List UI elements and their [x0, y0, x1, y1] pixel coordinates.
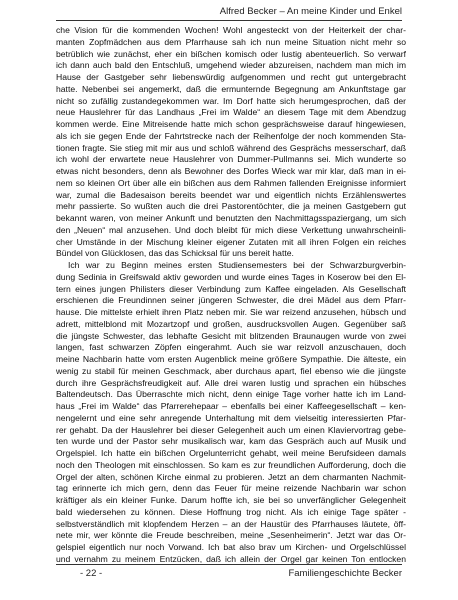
text-line: manten Zopfmädchen aus dem Pfarrhause sah ich nun meine Situation nicht mehr so: [56, 36, 406, 47]
text-line: hause. Die mittelste erhielt ihren Platz neben mir. Sie war reizend anzusehen, hübsch und: [56, 307, 406, 317]
text-line: adrett, mittelblond mit Mozartzopf und großen, ausdrucksvollen Augen. Gegenüber saß: [56, 318, 406, 329]
text-line: nem so kleinen Ort über alle ein bißchen aus dem Rahmen fallenden Ereignisse informiert: [56, 177, 406, 188]
text-line: nicht so zufällig zustandegekommen war. Im Dorf hatte sich herumgesprochen, daß der: [56, 95, 406, 106]
text-line: tern eines jungen Philisters dieser Verbindung zum Kaffee eingeladen. Als Gesellschaft: [56, 283, 406, 294]
text-line: selbstverständlich mit klopfendem Herzen – an der Haustür des Pfarrhauses läutete, öff-: [56, 518, 406, 529]
text-line: che Vision für die kommenden Wochen! Wohl angesteckt von der Heiterkeit der char-: [56, 25, 406, 35]
text-line: als ich sie gegen Ende der Fahrtstrecke nach der Reihenfolge der noch kommenden Sta-: [56, 130, 406, 141]
text-line: Baltendeutsch. Das Überraschte mich nicht, denn einige Tage vorher hatte ich im Land-: [56, 389, 406, 400]
text-line: die jüngste Schwester, das lebhafte Gesicht mit blitzenden Braunaugen wurde von zwei: [56, 330, 406, 341]
text-line: und vernahm zu meinem Entzücken, daß ich allein der Orgel gar keinen Ton entlocken: [56, 553, 406, 564]
text-line: bald wiedersehen zu können. Diese Hoffnung trog nicht. Als ich einige Tage später -: [56, 506, 406, 517]
text-line: rer gehabt. Da der Hauslehrer bei dieser Gelegenheit auch um einen Klaviervortrag gebe-: [56, 424, 406, 435]
text-line: neue Hauslehrer für das Landhaus „Frei im Walde“ an diesem Tage mit dem Abendzug: [56, 107, 406, 118]
page-number: - 22 -: [80, 568, 103, 579]
text-line: betrüblich wie zunächst, eher ein bißchen komisch oder lustig abenteuerlich. So verwarf: [56, 48, 406, 59]
text-line: Ich war zu Beginn meines ersten Studiensemesters bei der Schwarzburgverbin-: [68, 260, 406, 270]
text-line: meine Nachbarin hatte vom ersten Augenblick meine größere Sympathie. Die älteste, ein: [56, 354, 406, 364]
text-line: nengelernt und eine sehr anregende Unterhaltung mit dem vielseitig interessierten Pfar-: [56, 412, 406, 423]
text-line: noch den Theologen mit einschlossen. So kam es zur freundlichen Aufforderung, doch die: [56, 459, 406, 470]
text-line: Orgelspiel. Ich hatte ein bißchen Orgelunterricht gehabt, weil meine Berufsideen damals: [56, 448, 406, 458]
text-line: den „Neuen“ mal anzusehen. Und doch bleibt für mich diese Verkettung unwahrscheinli-: [56, 224, 406, 235]
text-line: ich dann auch bald den Entschluß, umgehend wieder abzureisen, nachdem man mich im: [56, 60, 406, 71]
text-line: durch ihre Gesprächsfreudigkeit auf. Alle drei waren lustig und sprachen ein hübsches: [56, 377, 406, 388]
text-line: langen, fast schwarzen Zöpfen eingerahmt. Auch sie war reizvoll anzuschauen, doch: [56, 342, 406, 353]
text-line: tag erinnerte ich mich gern, denn das Feuer für meine reizende Nachbarin war schon: [56, 483, 406, 494]
text-line: etwas nicht besonders, denn als Bewohner des Dorfes Wieck war mir klar, daß man in ei-: [56, 166, 406, 176]
text-line: cher Umstände in der Mischung kleiner eigener Zutaten mit all ihren Folgen ein reiches: [56, 236, 406, 247]
text-line: kräftiger als ein kleiner Funke. Darum hoffte ich, sie bei so unverfänglicher Gelegenheit: [56, 495, 406, 505]
text-line: wenig zu stabil für meinen Geschmack, aber durchaus apart, fiel ebenso wie die jüngste: [56, 365, 406, 376]
text-line: Hause der Gastgeber sehr liebenswürdig aufgenommen und recht gut untergebracht: [56, 72, 406, 82]
running-header: Alfred Becker – An meine Kinder und Enkel: [219, 6, 402, 17]
text-line: bekannt waren, von meiner Ankunft und benutzten den Nachmittagsspaziergang, um sich: [56, 213, 406, 223]
footer-rule: [56, 564, 402, 565]
body-text: [56, 25, 406, 566]
text-line: ich wohl der erwartete neue Hauslehrer von Dummer-Pullmanns sei. Mich wunderte so: [56, 154, 406, 165]
text-line: erschienen die Freundinnen seiner jüngeren Schwester, die drei Mädel aus dem Pfarr-: [56, 295, 406, 306]
text-line: nete mir, wer könnte die Freude beschreiben, meine „Sesenheimerin“. Jetzt war das Or-: [56, 530, 406, 541]
text-line: mehr passierte. So wußten auch die drei Pastorentöchter, die ja meinen Gastgebern gut: [56, 201, 406, 212]
text-line: hatte. Nebenbei sei angemerkt, daß die ermunternde Begegnung am Ankunftstage gar: [56, 83, 406, 94]
footer-title: Familiengeschichte Becker: [288, 568, 402, 579]
text-line: Bündel von Glücklosen, das das Schicksal für uns bereit hatte.: [56, 248, 294, 259]
text-line: gelspiel eigentlich nur noch Vorwand. Ich bat also brav um Kirchen- und Orgelschlüssel: [56, 542, 406, 552]
text-line: tionen fragte. Sie stieg mit mir aus und schloß während des Gesprächs messerscharf, daß: [56, 142, 406, 153]
text-line: dung Sedinia in Greifswald aktiv geworden und wurde eines Tages in Koserow bei den El-: [56, 271, 406, 282]
text-line: ten wurde und der Pastor sehr musikalisch war, kam das Gespräch auch auf Musik und: [56, 436, 406, 447]
text-line: haus „Frei im Walde“ das Pfarrerehepaar – ebenfalls bei einer Kaffeegesellschaft – ken-: [56, 401, 406, 411]
text-line: kommen werde. Eine Mitreisende hatte mich schon gesprächsweise darauf hingewiesen,: [56, 119, 406, 129]
text-line: war, zumal die Badesaison bereits beendet war und eigentlich nichts Erzählenswertes: [56, 189, 406, 200]
text-line: Orgel der alten, schönen Kirche einmal zu probieren. Jetzt an dem charmanten Nachmit-: [56, 471, 406, 482]
header-rule: [56, 20, 402, 21]
